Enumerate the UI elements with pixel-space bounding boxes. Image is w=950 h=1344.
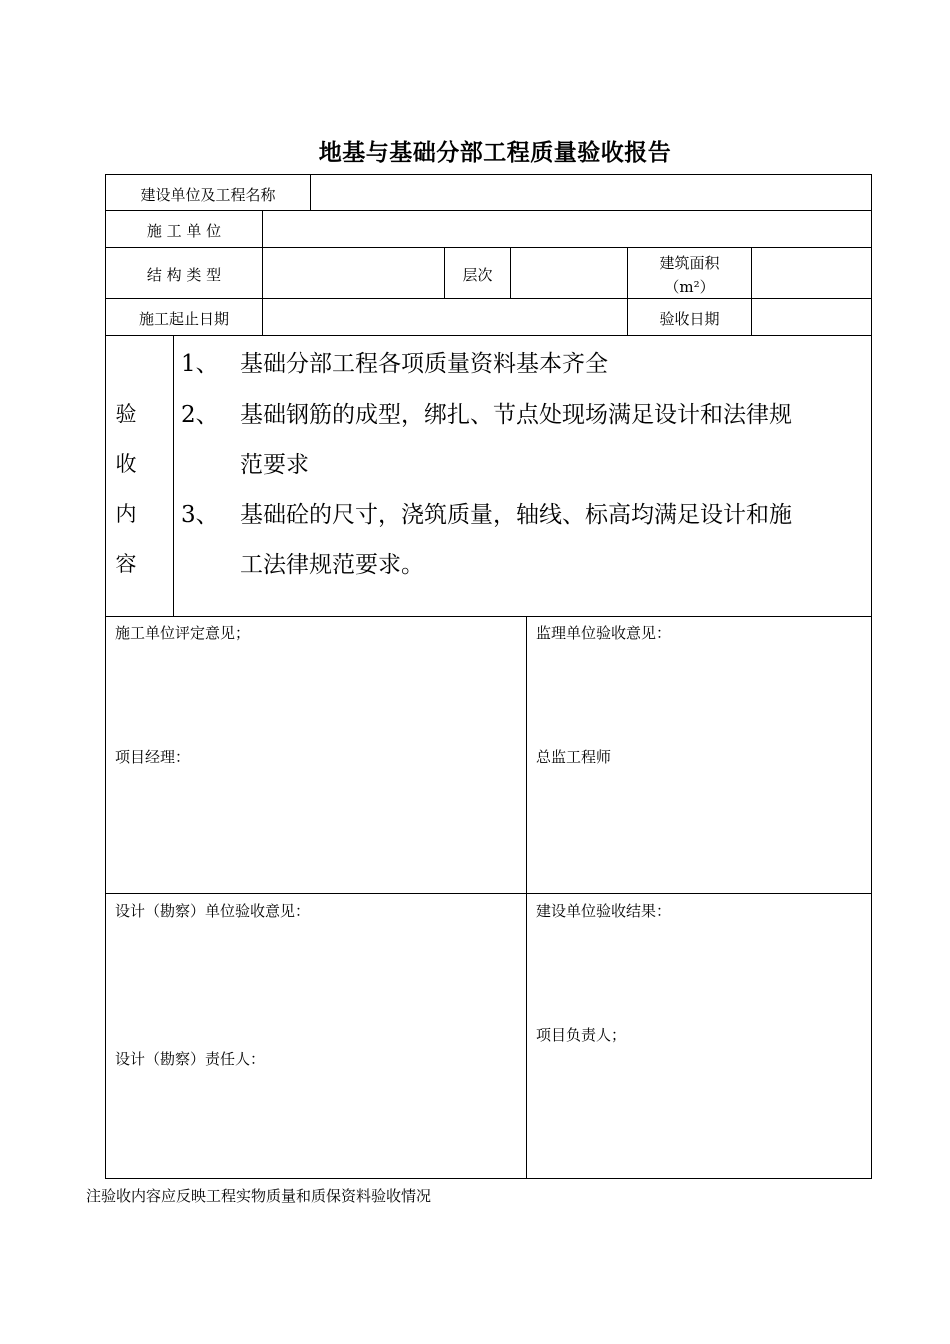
side-label-char: 容 xyxy=(115,552,137,576)
content-item-text: 基础砼的尺寸，浇筑质量，轴线、标高均满足设计和施 xyxy=(240,502,792,528)
chief-supervisor-label: 总监工程师 xyxy=(536,748,612,766)
building-area-unit-label: （m²） xyxy=(664,278,715,296)
row-divider xyxy=(105,893,872,894)
col-divider xyxy=(310,174,311,210)
contractor-opinion-label: 施工单位评定意见； xyxy=(115,624,251,642)
side-label-char: 收 xyxy=(115,452,137,476)
side-label-char: 验 xyxy=(115,402,137,426)
construction-dates-label: 施工起止日期 xyxy=(138,310,229,328)
content-item-number: 3、 xyxy=(181,502,219,528)
table-border-top xyxy=(105,174,872,175)
col-divider xyxy=(262,210,263,335)
content-item-text: 基础分部工程各项质量资料基本齐全 xyxy=(240,351,608,377)
row-divider xyxy=(105,335,872,336)
design-opinion-label: 设计（勘察）单位验收意见： xyxy=(115,902,311,920)
floors-label: 层次 xyxy=(462,266,493,284)
project-name-label: 建设单位及工程名称 xyxy=(140,186,276,204)
content-item-number: 2、 xyxy=(181,402,219,428)
contractor-label: 施 工 单 位 xyxy=(146,222,222,240)
row-divider xyxy=(105,616,872,617)
project-manager-label: 项目经理： xyxy=(115,748,191,766)
row-divider xyxy=(105,210,872,211)
design-responsible-label: 设计（勘察）责任人： xyxy=(115,1050,266,1068)
supervisor-opinion-label: 监理单位验收意见： xyxy=(536,624,672,642)
acceptance-date-label: 验收日期 xyxy=(659,310,720,328)
col-divider xyxy=(510,247,511,298)
content-item-text: 基础钢筋的成型，绑扎、节点处现场满足设计和法律规 xyxy=(240,402,792,428)
row-divider xyxy=(105,298,872,299)
col-divider xyxy=(751,247,752,335)
row-divider xyxy=(105,247,872,248)
structure-type-label: 结 构 类 型 xyxy=(146,266,222,284)
col-divider xyxy=(173,335,174,616)
owner-result-label: 建设单位验收结果： xyxy=(536,902,672,920)
col-divider xyxy=(526,616,527,1178)
project-leader-label: 项目负责人； xyxy=(536,1026,627,1044)
table-border-right xyxy=(871,174,872,1179)
building-area-label: 建筑面积 xyxy=(659,254,720,272)
table-border-bottom xyxy=(105,1178,872,1179)
content-item-text: 范要求 xyxy=(240,452,309,478)
side-label-char: 内 xyxy=(115,502,137,526)
report-title: 地基与基础分部工程质量验收报告 xyxy=(318,140,672,166)
footnote: 注验收内容应反映工程实物质量和质保资料验收情况 xyxy=(86,1187,432,1205)
content-item-text: 工法律规范要求。 xyxy=(240,552,424,578)
content-item-number: 1、 xyxy=(181,351,219,377)
